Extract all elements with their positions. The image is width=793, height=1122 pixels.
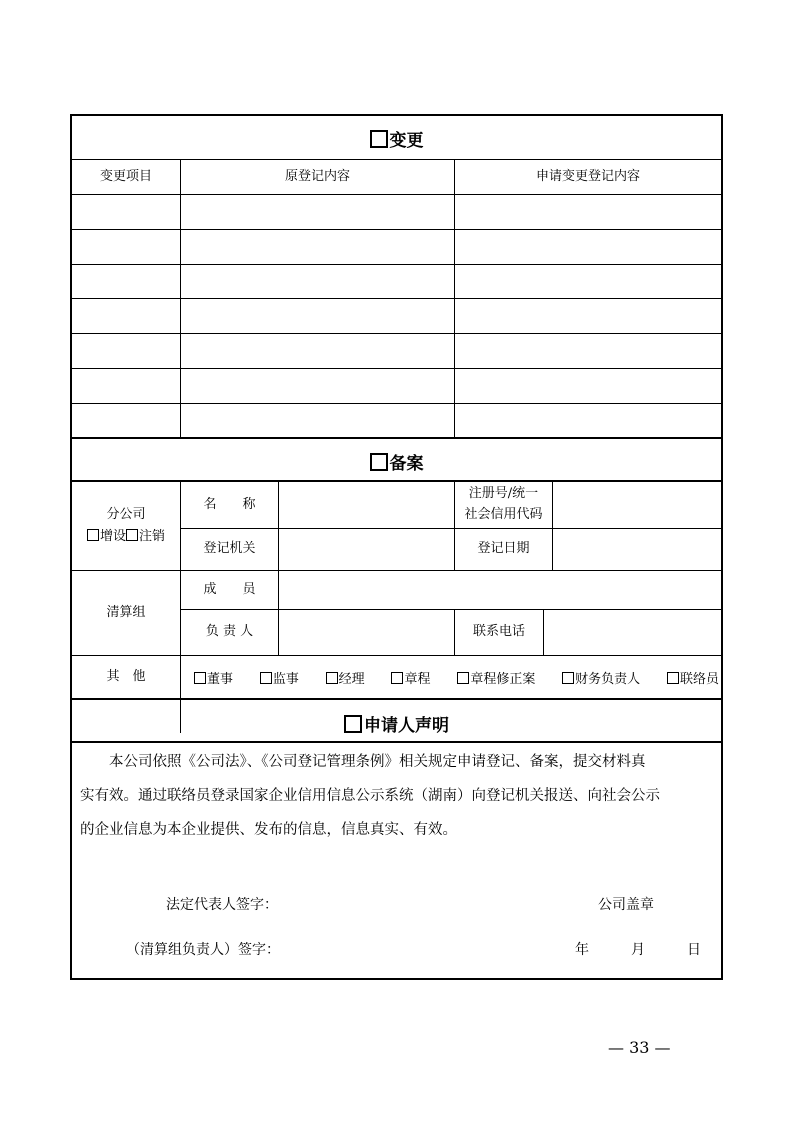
reg-no-field[interactable] [553,482,721,528]
option-articles-amendment[interactable]: 章程修正案 [457,668,535,687]
branch-cancel-checkbox[interactable] [126,529,138,541]
branch-reg-date-field[interactable] [553,529,721,570]
section-title-declaration: 申请人声明 [72,711,721,736]
branch-authority-label: 登记机关 [203,541,256,557]
section-title-change: 变更 [72,126,721,151]
liquidation-phone-field[interactable] [544,610,721,655]
branch-add-checkbox[interactable] [87,529,99,541]
branch-reg-date-label: 登记日期 [477,541,530,557]
liquidation-label: 清算组 [106,604,146,620]
branch-name-field[interactable] [279,482,454,528]
change-table-body[interactable] [72,195,721,437]
liquidation-phone-label: 联系电话 [472,624,525,640]
branch-name-label: 名 称 [203,496,256,512]
application-form [70,114,723,980]
date-year: 年 [575,942,589,958]
liquidation-leader-field[interactable] [279,610,454,655]
date-day: 日 [687,942,701,958]
header-requested-content: 申请变更登记内容 [535,168,640,184]
liquidation-leader-label: 负 责 人 [205,624,254,640]
option-articles[interactable]: 章程 [391,668,430,687]
option-manager[interactable]: 经理 [326,668,365,687]
declaration-checkbox[interactable] [344,715,362,733]
declaration-text: 本公司依照《公司法》、《公司登记管理条例》相关规定申请登记、备案，提交材料真 实有效。通过联络员登录国家企业信用信息公示系统（湖南）向登记机关报送、向社会公示 的企业信息为本企业提供、发布的信息，信息真实、有效。 [80,754,660,838]
legal-rep-signature-label: 法定代表人签字： [166,897,278,913]
section-title-filing: 备案 [72,449,721,474]
company-seal-label: 公司盖章 [598,897,654,913]
option-director[interactable]: 董事 [194,668,233,687]
option-finance-officer[interactable]: 财务负责人 [562,668,640,687]
header-original-content: 原登记内容 [284,168,350,184]
liquidation-member-label: 成 员 [203,581,256,597]
header-change-item: 变更项目 [99,168,152,184]
page-number: — 33 — [608,1038,671,1057]
filing-checkbox[interactable] [370,453,388,471]
branch-label: 分公司 增设 注销 [72,482,180,570]
branch-authority-field[interactable] [279,529,454,570]
other-options [194,656,719,698]
liquidation-member-field[interactable] [279,571,721,609]
reg-no-label: 注册号/统一 社会信用代码 [464,486,543,522]
liquidation-leader-signature-label: （清算组负责人）签字： [126,942,280,958]
other-label: 其 他 [106,668,146,684]
date-month: 月 [631,942,645,958]
option-supervisor[interactable]: 监事 [260,668,299,687]
option-liaison[interactable]: 联络员 [667,668,719,687]
change-checkbox[interactable] [370,130,388,148]
